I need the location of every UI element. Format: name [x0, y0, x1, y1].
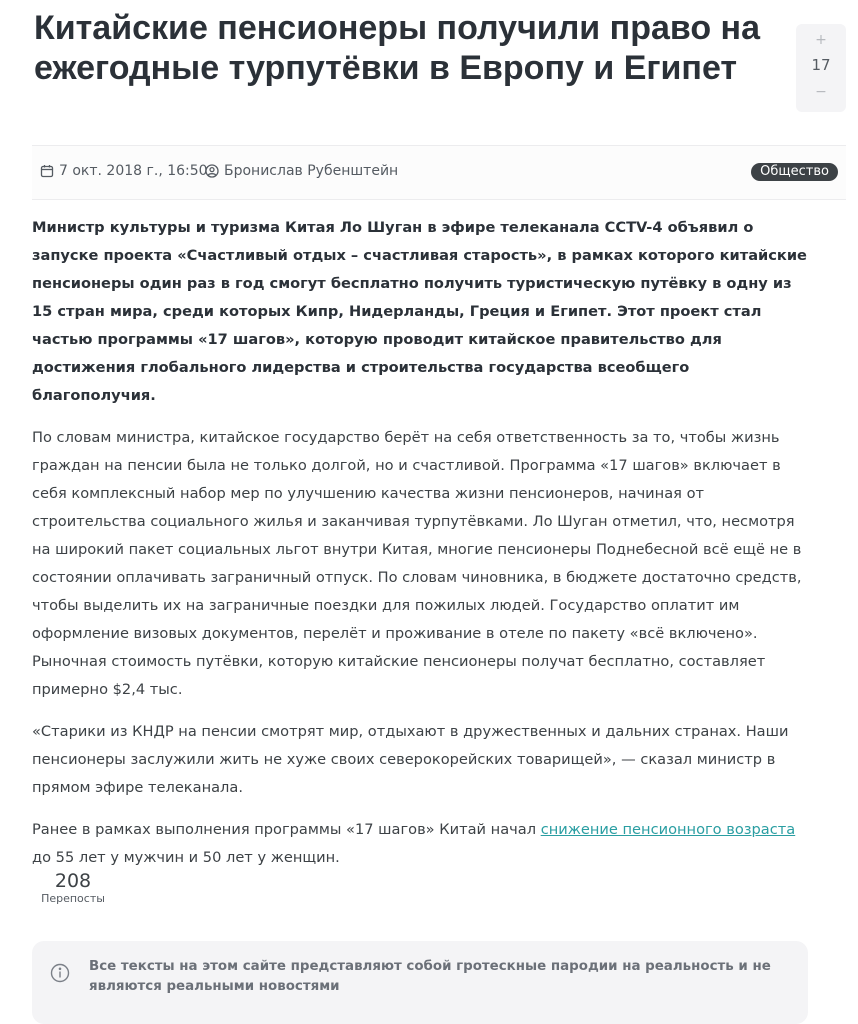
- info-icon: [50, 963, 70, 987]
- upvote-button[interactable]: +: [815, 32, 827, 48]
- article-date: [40, 163, 208, 179]
- article-author[interactable]: [205, 163, 398, 179]
- date-text: 7 окт. 2018 г., 16:50: [59, 163, 208, 179]
- parody-disclaimer: [32, 941, 808, 1024]
- reposts-label: Перепосты: [41, 892, 105, 905]
- paragraph-text: Ранее в рамках выполнения программы «17 шагов» Китай начал: [32, 821, 541, 838]
- article-meta: [32, 145, 846, 200]
- article-paragraph: [32, 816, 816, 872]
- article-paragraph: «Старики из КНДР на пенсии смотрят мир, отдыхают в дружественных и дальних странах. Наши пенсионеры заслужили жить не хуже своих северокорейских товарищей», — сказал министр в прямом эфире телеканала.: [32, 723, 789, 796]
- article-title: Китайские пенсионеры получили право на ежегодные турпутёвки в Европу и Египет: [34, 9, 760, 87]
- vote-count: 17: [811, 56, 831, 74]
- article-lead: Министр культуры и туризма Китая Ло Шуган в эфире телеканала CCTV-4 объявил о запуске проекта «Счастливый отдых – счастливая старость», в рамках которого китайские пенсионеры один раз в год смогут бесплатно получить туристическую путёвку в одну из 15 стран мира, среди которых Кипр, Нидерланды, Греция и Египет. Этот проект стал частью программы «17 шагов», которую проводит китайское правительство для достижения глобального лидерства и строительства государства всеобщего благополучия.: [32, 219, 807, 404]
- reposts-count: 208: [54, 870, 92, 892]
- downvote-button[interactable]: −: [815, 84, 827, 100]
- user-icon: [205, 164, 219, 178]
- category-tag[interactable]: Общество: [751, 163, 838, 181]
- article-paragraph: По словам министра, китайское государство берёт на себя ответственность за то, чтобы жизнь граждан на пенсии была не только долгой, но и счастливой. Программа «17 шагов» включает в себя комплексный набор мер по улучшению качества жизни пенсионеров, начиная от строительства социального жилья и заканчивая турпутёвками. Ло Шуган отметил, что, несмотря на широкий пакет социальных льгот внутри Китая, многие пенсионеры Поднебесной всё ещё не в состоянии оплачивать заграничный отпуск. По словам чиновника, в бюджете достаточно средств, чтобы выделить их на заграничные поездки для пожилых людей. Государство оплатит им оформление визовых документов, перелёт и проживание в отеле по пакету «всё включено». Рыночная стоимость путёвки, которую китайские пенсионеры получат бесплатно, составляет примерно $2,4 тыс.: [32, 429, 802, 698]
- reposts-counter: [40, 870, 106, 905]
- paragraph-text: до 55 лет у мужчин и 50 лет у женщин.: [32, 849, 340, 866]
- retirement-age-link[interactable]: снижение пенсионного возраста: [540, 821, 796, 838]
- calendar-icon: [40, 164, 54, 178]
- article-body: [32, 214, 816, 886]
- disclaimer-text: Все тексты на этом сайте представляют собой гротескные пародии на реальность и не являются реальными новостями: [89, 959, 771, 994]
- vote-widget: [796, 24, 846, 112]
- author-name: Бронислав Рубенштейн: [224, 163, 399, 179]
